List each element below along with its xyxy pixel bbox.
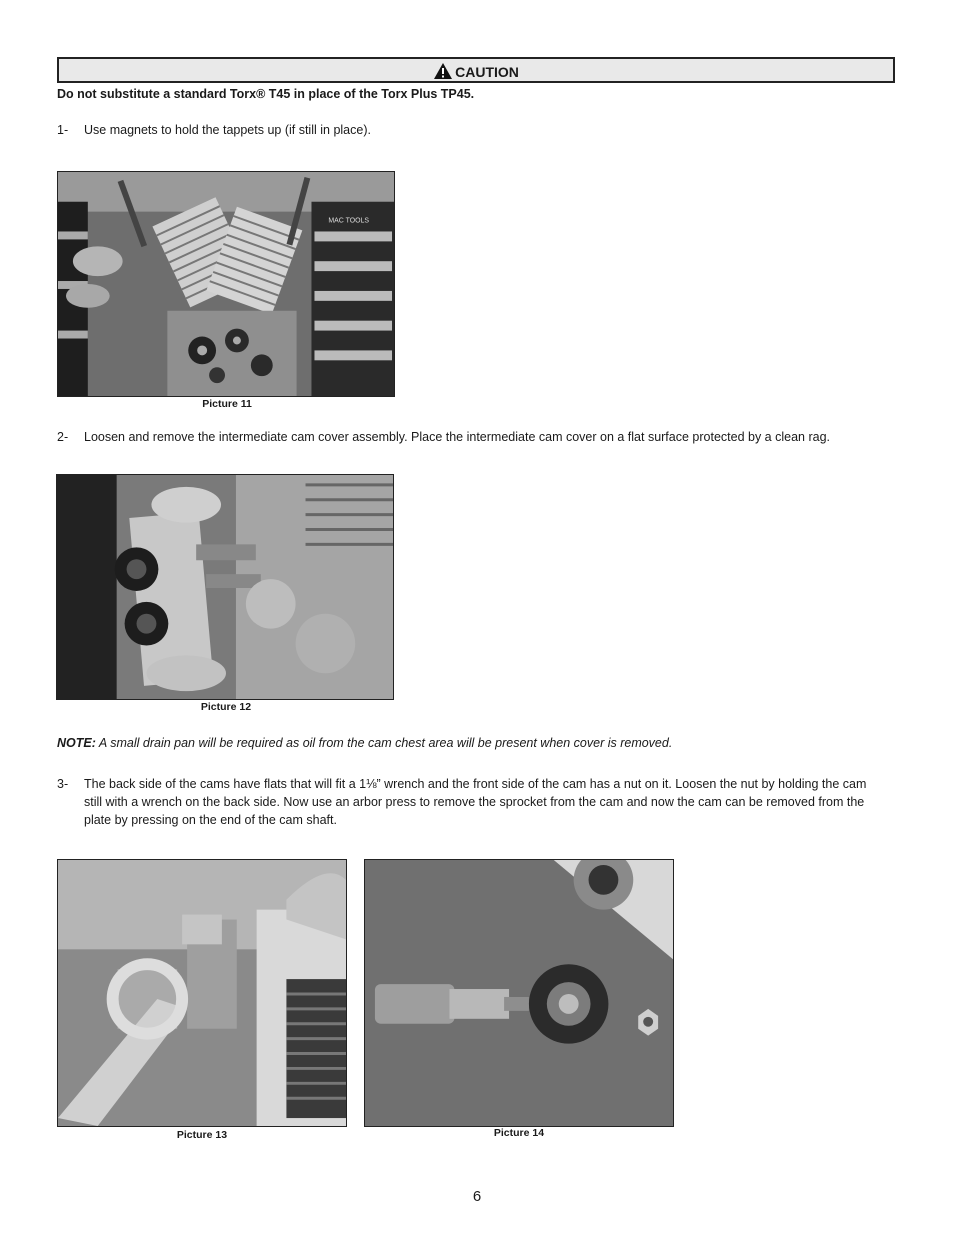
picture-13-photo [57,859,347,1127]
note-text: A small drain pan will be required as oil from the cam chest area will be present when cover is removed. [95,736,673,750]
picture-14-photo [364,859,674,1127]
caution-title: CAUTION [455,64,519,80]
caution-banner [57,57,895,83]
step-number: 1- [57,123,69,137]
step-2 [57,428,917,446]
picture-12-caption: Picture 12 [200,701,252,713]
picture-12-photo [56,474,394,700]
step-number: 2- [57,430,69,444]
picture-11-photo [57,171,395,397]
caution-text: Do not substitute a standard Torx® T45 in place of the Torx Plus TP45. [57,87,475,101]
step-text-line-2: still with a wrench on the back side. Now use an arbor press to remove the sprocket from the cam and now the cam can be removed from the [84,795,865,809]
step-text: Use magnets to hold the tappets up (if still in place). [84,123,371,137]
note-label: NOTE: [57,736,96,750]
page-number: 6 [472,1188,482,1205]
step-text: Loosen and remove the intermediate cam cover assembly. Place the intermediate cam cover on a flat surface protected by a clean rag. [84,430,830,444]
sign-text: MAC TOOLS [328,217,370,225]
picture-13-caption: Picture 13 [176,1129,228,1141]
picture-14-caption: Picture 14 [493,1127,545,1139]
note [57,736,672,750]
step-3 [57,775,917,829]
step-1 [57,121,897,139]
warning-triangle-icon [433,62,453,80]
step-number: 3- [57,777,69,791]
step-text-line-3: plate by pressing on the end of the cam shaft. [84,813,337,827]
picture-11-caption: Picture 11 [202,398,252,410]
step-text-line-1: The back side of the cams have flats that will fit a 1⅛” wrench and the front side of the cam has a nut on it. Loosen the nut by holding the cam [84,777,867,791]
